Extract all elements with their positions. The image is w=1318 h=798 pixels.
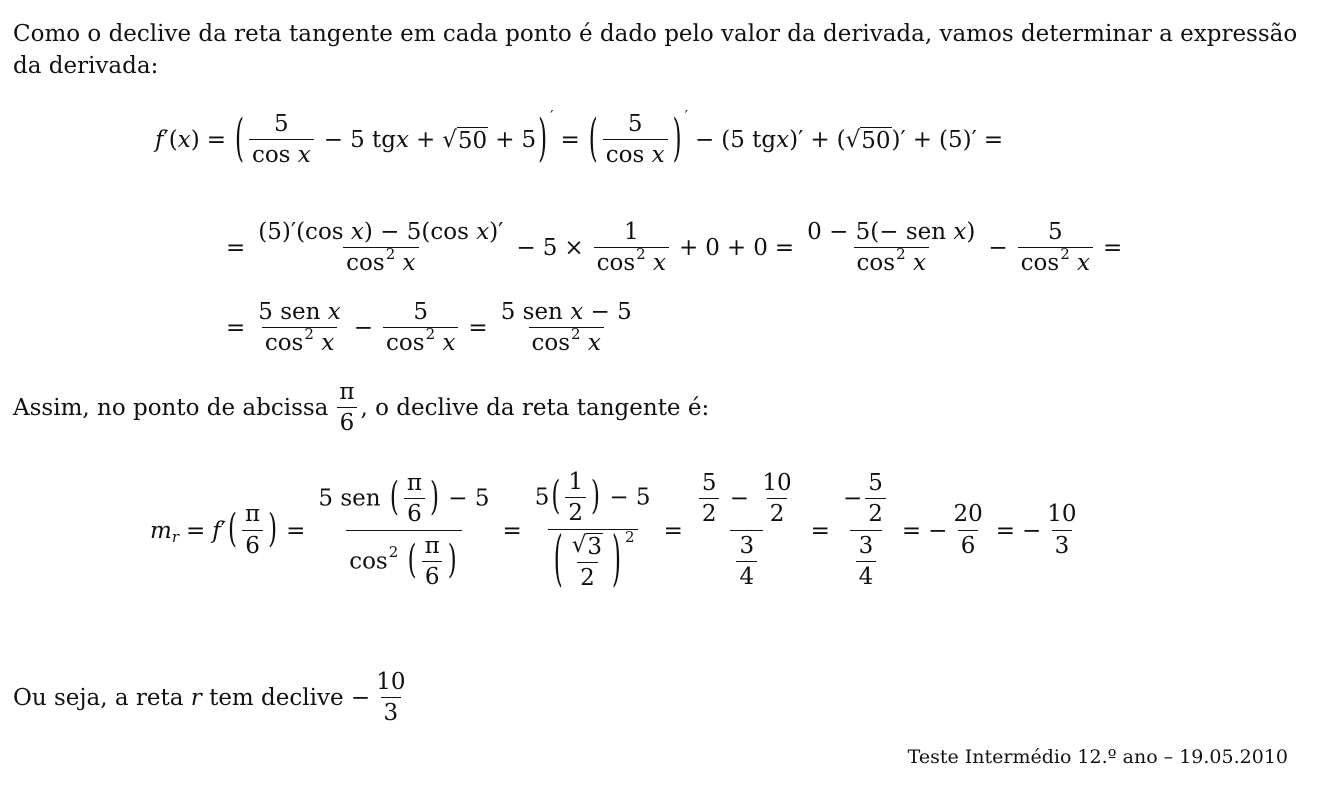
conclusion-fraction: $\frac{10}{3}$ — [376, 669, 406, 727]
derivative-line-3: = $\frac{\text{5 sen x}}{\cos^2 x}$ − $\frac{5}{\cos^2 x}$ = $\frac{\text{5 sen x − 5}}{\cos^2 x}$ — [226, 299, 632, 357]
derivative-line-2: = $\frac{\text{(5)′(cos x) − 5(cos x)′}}{\cos^2 x}$ − 5 × $\frac{1}{\cos^2 x}$ + 0 + 0 = $\frac{\text{0 − 5(− sen x)}}{\cos^2 x}$ − $\frac{5}{\cos^2 x}$ = — [226, 219, 1123, 277]
assim-paragraph: Assim, no ponto de abcissa $\frac{\pi}{6}$ , o declive da reta tangente é: — [13, 379, 710, 437]
source-citation: Teste Intermédio 12.º ano – 19.05.2010 — [907, 746, 1288, 768]
derivative-line-1: f ′( x ) = ( $\frac{5}{\text{cos x}}$ − 5 tg x + √ 50 + 5 ) ′ = ( $\frac{5}{\text{cos x}}$ ) ′ − (5 tg x )′ + ( √ 50 )′ + (5)′ = — [155, 107, 1004, 169]
conclusion-paragraph: Ou seja, a reta r tem declive − $\frac{10}{3}$ — [13, 670, 411, 727]
slope-computation: m r = f ′ ( $\frac{\pi}{6}$ ) = 5 sen ( $\frac{\pi}{6}$ ) − 5 $\cos^2$ ( $\frac{\pi}{6}$ ) = 5( $\frac{1}{2}$ ) − 5 ( √ 3 2 ) $^2$ = $\frac{5}{2}$ − $\frac{10}{2}$ $\frac{3}{4}$ = − $\frac{5}{2}$ $\frac{3}{4}$ = − $\frac{20}{6}$ = − $\frac{10}{3}$ — [150, 469, 1077, 594]
intro-paragraph: Como o declive da reta tangente em cada ponto é dado pelo valor da derivada, vamos determinar a expressão da derivada: — [13, 21, 1298, 79]
